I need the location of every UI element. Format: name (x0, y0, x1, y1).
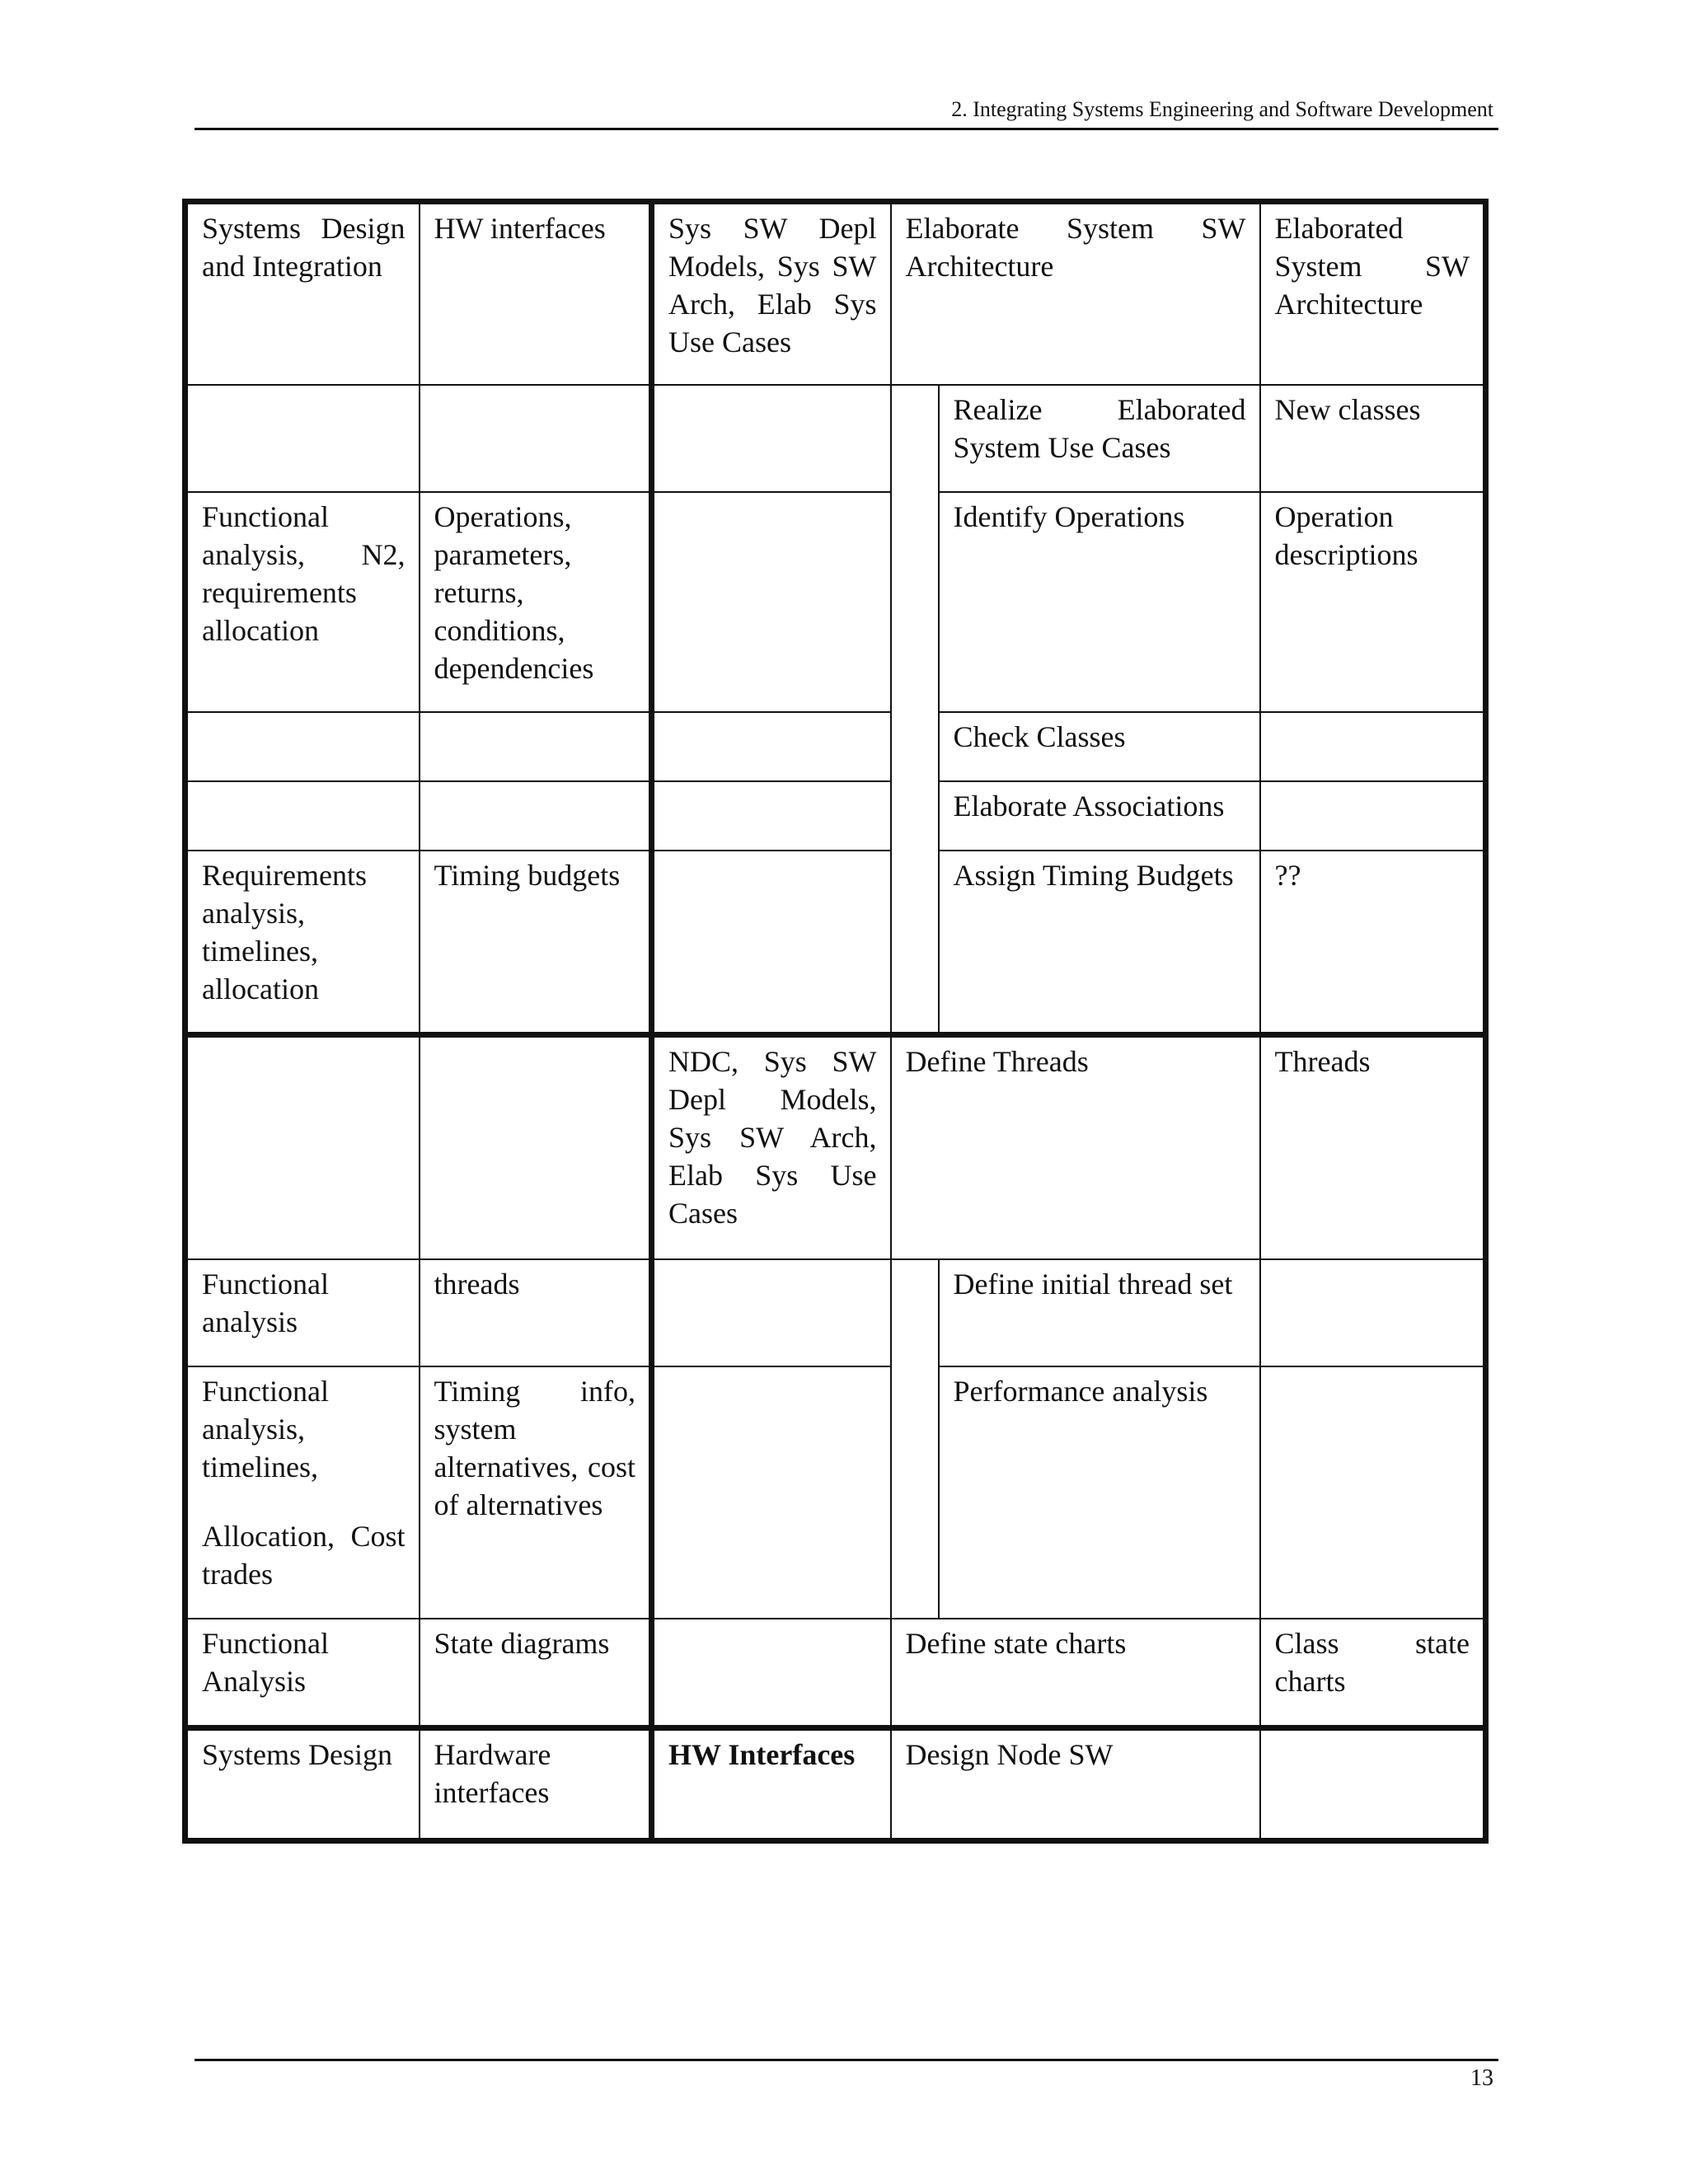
cell-sw-activity: Design Node SW (891, 1728, 1260, 1841)
cell-sw-subactivity: Define initial thread set (939, 1259, 1260, 1366)
table-row (185, 1728, 1486, 1841)
cell-se-output: Timing info, system alternatives, cost of alternatives (420, 1366, 652, 1619)
cell-sw-subactivity: Assign Timing Budgets (939, 851, 1260, 1035)
table-row (185, 712, 1486, 781)
cell-se-activity (185, 1366, 420, 1619)
cell-se-activity (185, 385, 420, 492)
cell-sw-output (1260, 712, 1486, 781)
cell-sw-activity: Define state charts (891, 1619, 1260, 1728)
cell-se-activity: Functional analysis (185, 1259, 420, 1366)
cell-text-part: Allocation, Cost trades (202, 1519, 406, 1591)
cell-sw-output: Elaborated System SW Architecture (1260, 202, 1486, 385)
cell-sw-output: Operation descriptions (1260, 492, 1486, 712)
cell-sw-input (652, 781, 891, 851)
page-number: 13 (1470, 2065, 1493, 2091)
cell-sw-subactivity: Performance analysis (939, 1366, 1260, 1619)
cell-sw-activity: Define Threads (891, 1035, 1260, 1259)
cell-se-activity (185, 781, 420, 851)
cell-sw-subactivity: Check Classes (939, 712, 1260, 781)
cell-se-output: State diagrams (420, 1619, 652, 1728)
cell-sw-output: Class state charts (1260, 1619, 1486, 1728)
cell-sw-input (652, 1619, 891, 1728)
footer-rule (195, 2059, 1498, 2061)
cell-se-output (420, 385, 652, 492)
cell-se-activity: Systems Design and Integration (185, 202, 420, 385)
cell-sw-subactivity: Identify Operations (939, 492, 1260, 712)
cell-text-part: Functional analysis, timelines, (202, 1374, 329, 1483)
table-row (185, 202, 1486, 385)
subactivity-indent-gutter (891, 385, 939, 1035)
cell-se-activity: Functional Analysis (185, 1619, 420, 1728)
cell-sw-input (652, 1259, 891, 1366)
cell-se-activity (185, 712, 420, 781)
cell-sw-input: HW Interfaces (652, 1728, 891, 1841)
cell-se-output (420, 781, 652, 851)
cell-sw-input (652, 385, 891, 492)
cell-se-output: Operations, parameters, returns, conditions, dependencies (420, 492, 652, 712)
table-row (185, 1259, 1486, 1366)
subactivity-indent-gutter (891, 1259, 939, 1619)
cell-sw-activity: Elaborate System SW Architecture (891, 202, 1260, 385)
cell-sw-subactivity: Realize Elaborated System Use Cases (939, 385, 1260, 492)
cell-sw-output: New classes (1260, 385, 1486, 492)
table-row (185, 385, 1486, 492)
cell-sw-output (1260, 1366, 1486, 1619)
table-row (185, 492, 1486, 712)
cell-sw-output: ?? (1260, 851, 1486, 1035)
cell-sw-output (1260, 781, 1486, 851)
cell-se-output: HW interfaces (420, 202, 652, 385)
table-row (185, 1366, 1486, 1619)
cell-se-activity: Functional analysis, N2, requirements allocation (185, 492, 420, 712)
cell-se-activity: Systems Design (185, 1728, 420, 1841)
cell-sw-output: Threads (1260, 1035, 1486, 1259)
cell-sw-subactivity: Elaborate Associations (939, 781, 1260, 851)
header-rule (195, 128, 1498, 130)
table-row (185, 1035, 1486, 1259)
cell-sw-output (1260, 1728, 1486, 1841)
cell-sw-input (652, 712, 891, 781)
cell-se-activity (185, 1035, 420, 1259)
cell-se-output: Hardware interfaces (420, 1728, 652, 1841)
table-row (185, 781, 1486, 851)
table-row (185, 851, 1486, 1035)
cell-sw-input: Sys SW Depl Models, Sys SW Arch, Elab Sys Use Cases (652, 202, 891, 385)
cell-sw-input (652, 492, 891, 712)
cell-sw-input (652, 1366, 891, 1619)
cell-se-output: Timing budgets (420, 851, 652, 1035)
cell-sw-input: NDC, Sys SW Depl Models, Sys SW Arch, Elab Sys Use Cases (652, 1035, 891, 1259)
cell-se-output (420, 712, 652, 781)
cell-se-activity: Requirements analysis, timelines, allocation (185, 851, 420, 1035)
table-row (185, 1619, 1486, 1728)
cell-se-output: threads (420, 1259, 652, 1366)
cell-sw-output (1260, 1259, 1486, 1366)
cell-se-output (420, 1035, 652, 1259)
running-header: 2. Integrating Systems Engineering and Software Development (951, 97, 1493, 121)
cell-sw-input (652, 851, 891, 1035)
process-mapping-table (182, 199, 1489, 1844)
